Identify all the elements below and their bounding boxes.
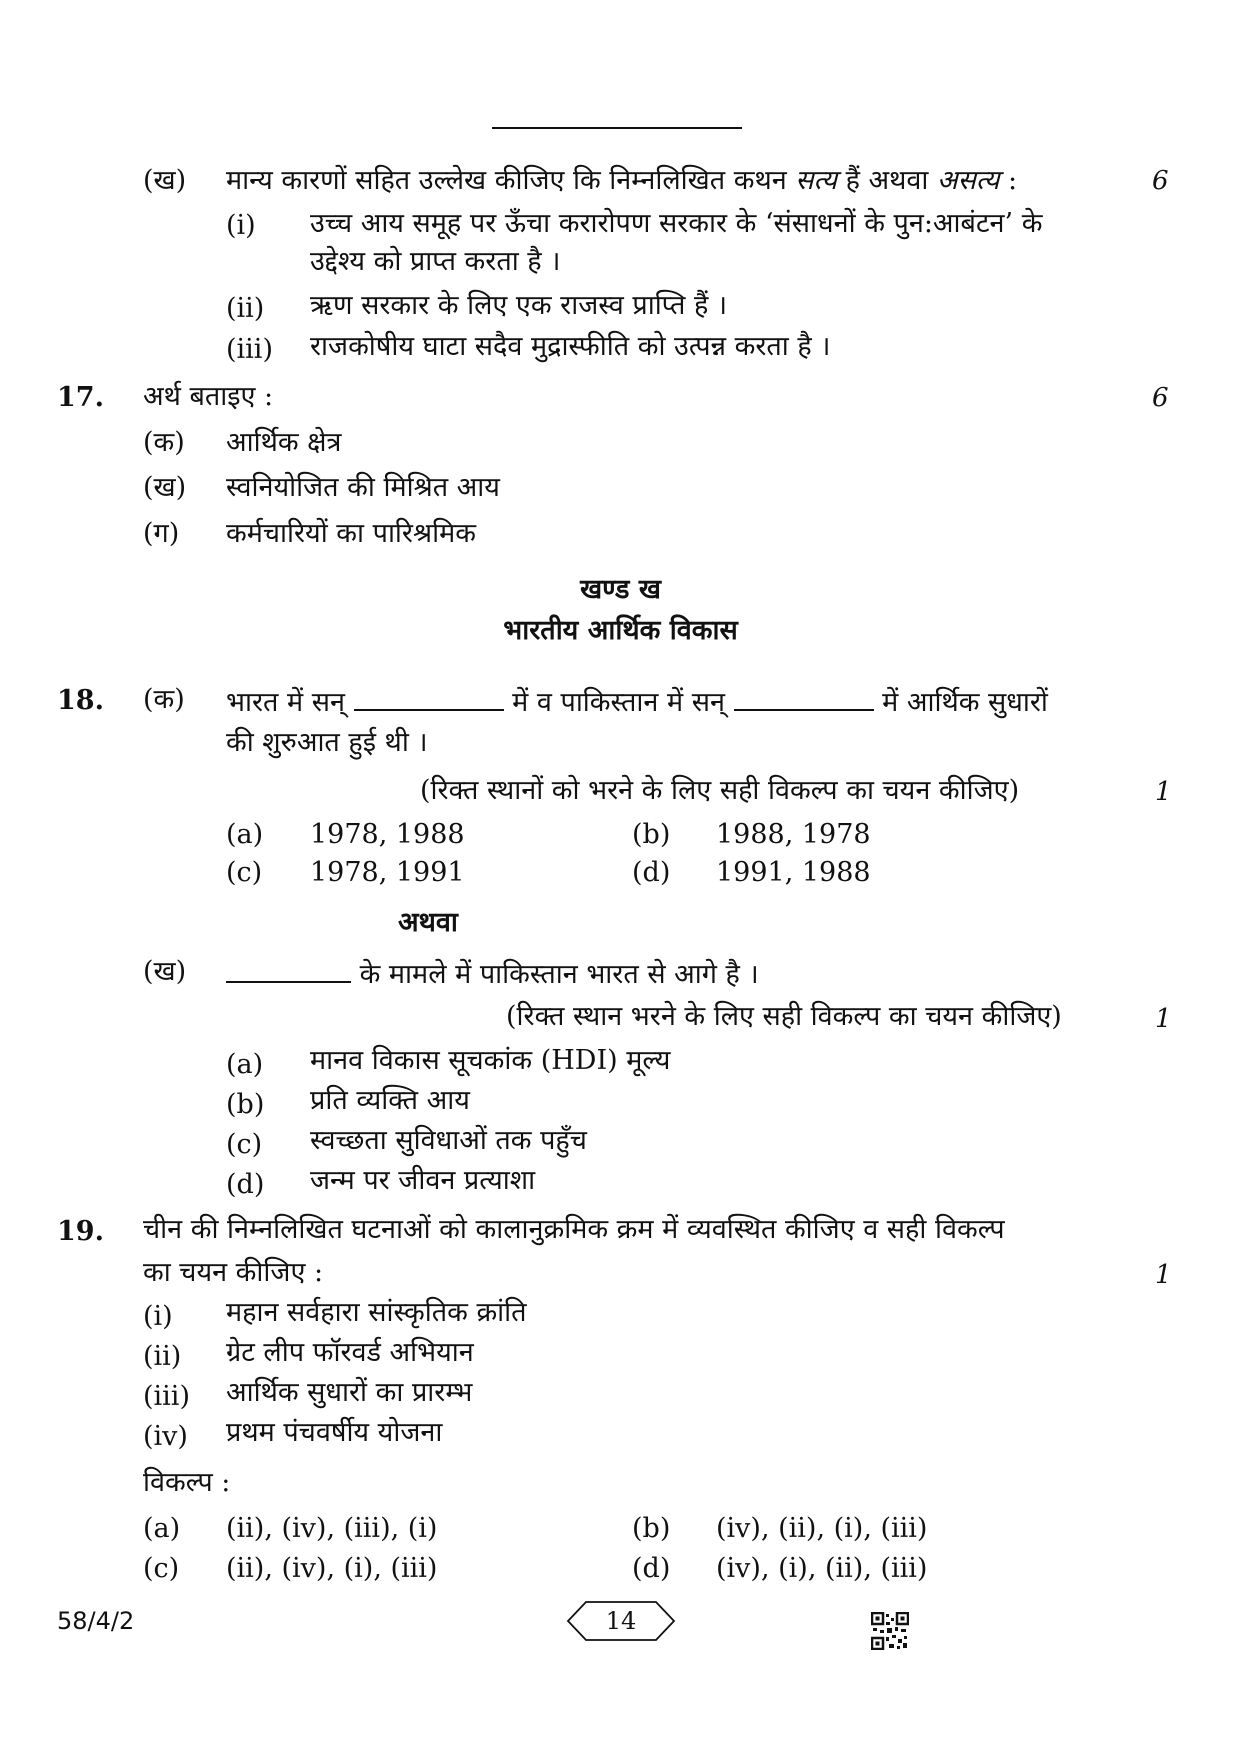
- option-text: (iv), (i), (ii), (iii): [716, 1553, 928, 1584]
- q19-item-num: (i): [143, 1301, 173, 1332]
- option-text: मानव विकास सूचकांक (HDI) मूल्य: [310, 1045, 671, 1076]
- page-number-badge: [566, 1600, 676, 1642]
- q16b-stem-pre: मान्य कारणों सहित उल्लेख कीजिए कि निम्नलिखित कथन: [226, 165, 796, 196]
- option-text: (ii), (iv), (iii), (i): [226, 1513, 438, 1544]
- q16b-item-num: (ii): [226, 293, 265, 324]
- q18b-instruction: (रिक्त स्थान भरने के लिए सही विकल्प का चयन कीजिए): [506, 1001, 1062, 1032]
- q17-item-text: आर्थिक क्षेत्र: [226, 427, 342, 458]
- q16b-item-text: ऋण सरकार के लिए एक राजस्व प्राप्ति हैं ।: [310, 290, 728, 321]
- q16b-item-text-cont: उद्देश्य को प्राप्त करता है ।: [310, 246, 561, 277]
- fill-blank-2: [734, 683, 874, 711]
- q19-item-text: महान सर्वहारा सांस्कृतिक क्रांति: [226, 1297, 527, 1328]
- fill-blank-3: [226, 955, 351, 983]
- option-label: (d): [226, 1169, 265, 1200]
- option-label: (c): [143, 1553, 180, 1584]
- option-text: जन्म पर जीवन प्रत्याशा: [310, 1165, 536, 1196]
- option-label: (a): [143, 1513, 181, 1544]
- q17-item-text: कर्मचारियों का पारिश्रमिक: [226, 518, 476, 549]
- q18b-marks: 1: [1155, 1004, 1172, 1034]
- option-text: 1988, 1978: [716, 819, 871, 850]
- option-label: (d): [632, 857, 671, 888]
- q18a-text: [226, 683, 1048, 720]
- q18a-instruction: (रिक्त स्थानों को भरने के लिए सही विकल्प का चयन कीजिए): [420, 775, 1020, 806]
- page-number: 14: [605, 1607, 637, 1635]
- option-label: (c): [226, 857, 263, 888]
- q16b-label: (ख): [143, 165, 187, 196]
- option-label: (b): [632, 1513, 671, 1544]
- q19-stem: चीन की निम्नलिखित घटनाओं को कालानुक्रमिक क्रम में व्यवस्थित कीजिए व सही विकल्प: [143, 1214, 1005, 1245]
- option-text: (iv), (ii), (i), (iii): [716, 1513, 928, 1544]
- paper-code: 58/4/2: [57, 1607, 135, 1635]
- q18a-text-part1: भारत में सन्: [226, 687, 345, 718]
- q19-item-text: प्रथम पंचवर्षीय योजना: [226, 1417, 443, 1448]
- q18b-label: (ख): [143, 956, 187, 987]
- q16b-stem: [226, 164, 1017, 198]
- q17-item-text: स्वनियोजित की मिश्रित आय: [226, 472, 500, 503]
- q17-item-label: (ख): [143, 472, 187, 503]
- q16b-false-word: असत्य: [937, 165, 1000, 196]
- option-text: प्रति व्यक्ति आय: [310, 1085, 470, 1116]
- q16b-marks: 6: [1152, 166, 1169, 196]
- q19-number: 19.: [57, 1216, 104, 1247]
- q18b-text: [226, 955, 759, 992]
- qr-code-icon: [871, 1612, 909, 1650]
- q18b-text-part: के मामले में पाकिस्तान भारत से आगे है ।: [359, 959, 759, 990]
- q17-stem: अर्थ बताइए :: [143, 381, 274, 412]
- q18a-label: (क): [143, 684, 185, 715]
- q18a-marks: 1: [1155, 777, 1172, 807]
- option-text: 1978, 1988: [310, 819, 465, 850]
- option-label: (b): [226, 1089, 265, 1120]
- option-text: स्वच्छता सुविधाओं तक पहुँच: [310, 1125, 587, 1156]
- q17-item-label: (ग): [143, 518, 180, 549]
- fill-blank-1: [354, 683, 504, 711]
- q19-marks: 1: [1155, 1260, 1172, 1290]
- q18-number: 18.: [57, 685, 104, 716]
- q16b-stem-mid: हैं अथवा: [837, 165, 938, 196]
- q16b-item-num: (iii): [226, 334, 273, 365]
- q19-stem-cont: का चयन कीजिए :: [143, 1257, 324, 1288]
- q17-number: 17.: [57, 382, 104, 413]
- q16b-stem-post: :: [999, 165, 1018, 196]
- q18a-text-part2: में व पाकिस्तान में सन्: [512, 687, 725, 718]
- q19-options-label: विकल्प :: [143, 1467, 231, 1498]
- q19-item-num: (ii): [143, 1341, 182, 1372]
- option-text: 1978, 1991: [310, 857, 465, 888]
- top-rule: [492, 127, 742, 129]
- q18a-text-part3: में आर्थिक सुधारों: [882, 687, 1048, 718]
- option-label: (d): [632, 1553, 671, 1584]
- q19-item-num: (iii): [143, 1381, 190, 1412]
- or-separator: अथवा: [398, 907, 458, 938]
- option-label: (b): [632, 819, 671, 850]
- option-label: (c): [226, 1129, 263, 1160]
- section-subtitle: भारतीय आर्थिक विकास: [503, 615, 738, 646]
- q16b-item-text: राजकोषीय घाटा सदैव मुद्रास्फीति को उत्पन्न करता है ।: [310, 331, 831, 362]
- q16b-true-word: सत्य: [795, 165, 838, 196]
- q17-marks: 6: [1152, 383, 1169, 413]
- option-label: (a): [226, 1049, 264, 1080]
- q19-item-text: आर्थिक सुधारों का प्रारम्भ: [226, 1377, 473, 1408]
- q18a-text-cont: की शुरुआत हुई थी ।: [226, 727, 428, 758]
- option-text: (ii), (iv), (i), (iii): [226, 1553, 438, 1584]
- option-text: 1991, 1988: [716, 857, 871, 888]
- option-label: (a): [226, 819, 264, 850]
- q16b-item-text: उच्च आय समूह पर ऊँचा करारोपण सरकार के ‘संसाधनों के पुन:आबंटन’ के: [310, 208, 1043, 239]
- q16b-item-num: (i): [226, 210, 256, 241]
- q19-item-num: (iv): [143, 1421, 188, 1452]
- q17-item-label: (क): [143, 427, 185, 458]
- section-title: खण्ड ख: [580, 574, 661, 605]
- q19-item-text: ग्रेट लीप फॉरवर्ड अभियान: [226, 1337, 474, 1368]
